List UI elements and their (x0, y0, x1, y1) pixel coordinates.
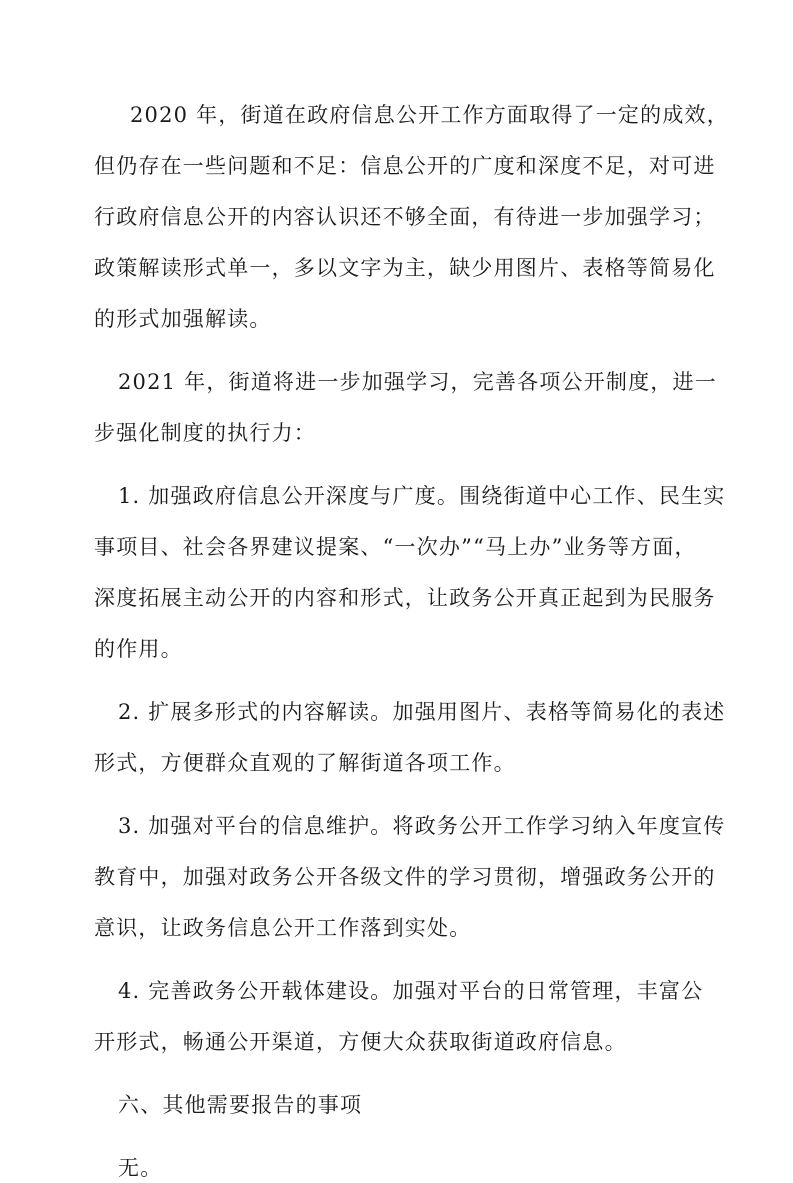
paragraph-5-line-2: 教育中，加强对政务公开各级文件的学习贯彻，增强政务公开的 (94, 865, 716, 889)
paragraph-5-line-1: 3. 加强对平台的信息维护。将政务公开工作学习纳入年度宣传 (118, 814, 726, 838)
paragraph-1-line-5: 的形式加强解读。 (94, 307, 272, 331)
paragraph-1-line-4: 政策解读形式单一，多以文字为主，缺少用图片、表格等简易化 (94, 256, 716, 280)
paragraph-4-line-2: 形式，方便群众直观的了解街道各项工作。 (94, 751, 516, 775)
paragraph-3-line-1: 1. 加强政府信息公开深度与广度。围绕街道中心工作、民生实 (118, 484, 726, 508)
section-heading: 六、其他需要报告的事项 (118, 1093, 363, 1117)
paragraph-2-line-2: 步强化制度的执行力： (94, 421, 316, 445)
paragraph-3-line-2: 事项目、社会各界建议提案、“一次办”“马上办”业务等方面， (94, 535, 697, 559)
paragraph-3-line-4: 的作用。 (94, 637, 183, 661)
paragraph-5-line-3: 意识，让政务信息公开工作落到实处。 (94, 916, 472, 940)
paragraph-1-line-2: 但仍存在一些问题和不足：信息公开的广度和深度不足，对可进 (94, 154, 716, 178)
paragraph-1-line-1: 2020 年，街道在政府信息公开工作方面取得了一定的成效， (130, 103, 729, 127)
section-body-line: 无。 (118, 1156, 163, 1180)
paragraph-3-line-3: 深度拓展主动公开的内容和形式，让政务公开真正起到为民服务 (94, 586, 716, 610)
paragraph-6-line-1: 4. 完善政务公开载体建设。加强对平台的日常管理，丰富公 (118, 979, 704, 1003)
paragraph-6-line-2: 开形式，畅通公开渠道，方便大众获取街道政府信息。 (94, 1030, 627, 1054)
paragraph-4-line-1: 2. 扩展多形式的内容解读。加强用图片、表格等简易化的表述 (118, 700, 726, 724)
paragraph-1-line-3: 行政府信息公开的内容认识还不够全面，有待进一步加强学习； (94, 205, 716, 229)
paragraph-2-line-1: 2021 年，街道将进一步加强学习，完善各项公开制度，进一 (118, 370, 717, 394)
